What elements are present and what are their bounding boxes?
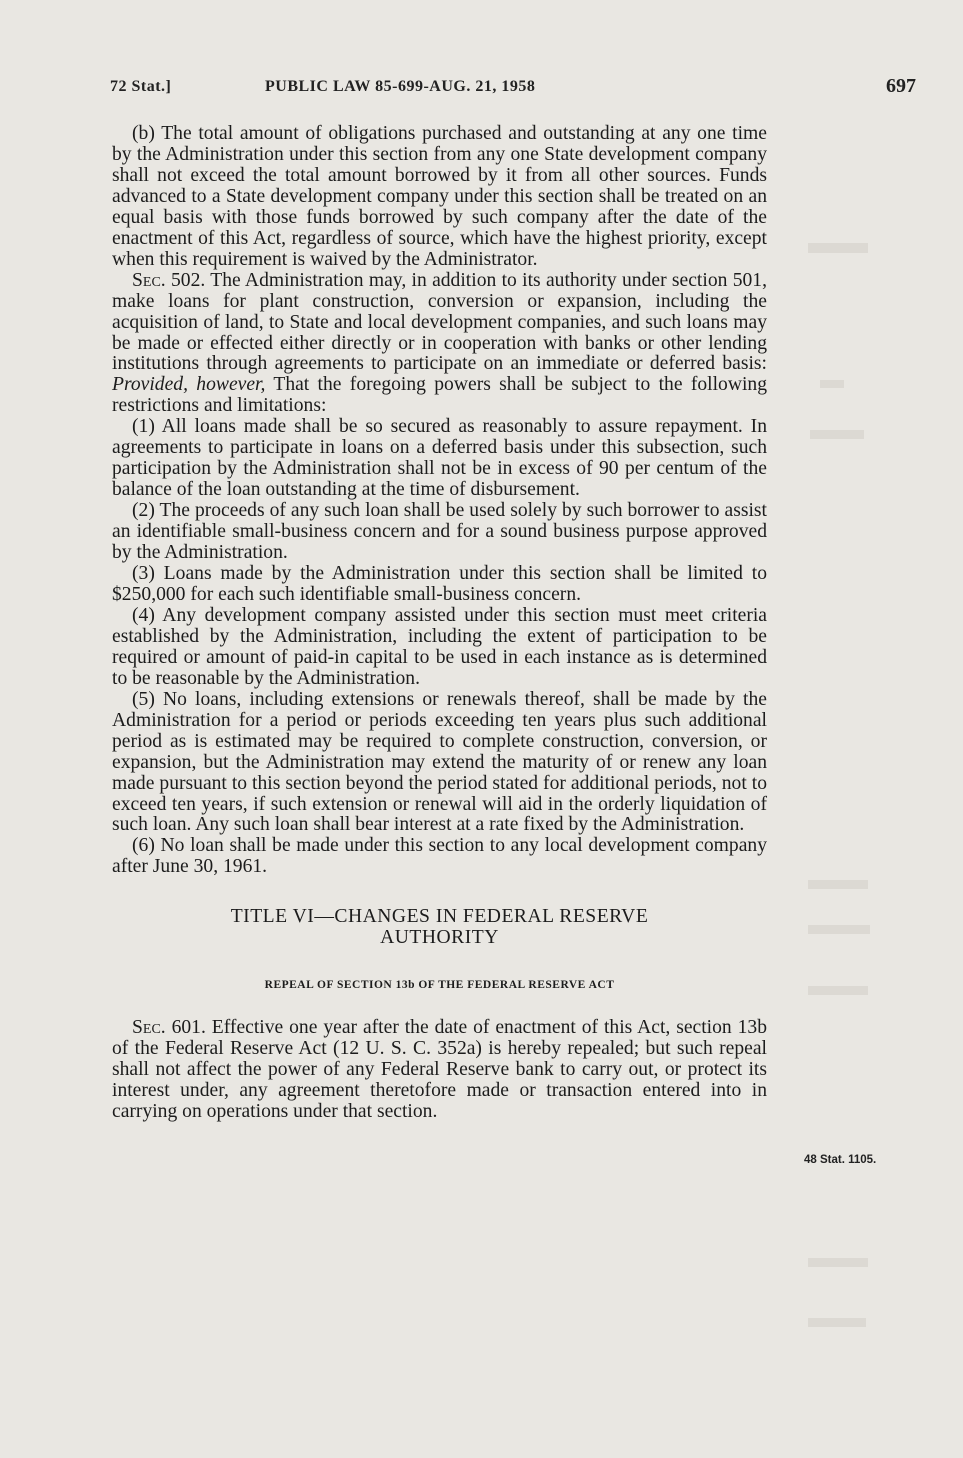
section-label: Sec. 601. [132, 1017, 206, 1039]
margin-citation: 48 Stat. 1105. [804, 1154, 877, 1166]
title-vi-heading: TITLE VI—CHANGES IN FEDERAL RESERVE AUTHORITY [230, 906, 649, 949]
bleed-through-mark [808, 1258, 868, 1267]
bleed-through-mark [808, 986, 868, 995]
section-502: Sec. 502. The Administration may, in addition to its authority under section 501, make loans for plant construction, conversion or expansion, including the acquisition of land, to State and local development companies, and such loans may be made or effected either directly or in cooperation with banks or other lending institutions through agreements to participate on an immediate or deferred basis: Provided, however, That the foregoing powers shall be subject to the following restrictions and limitations: [112, 269, 768, 417]
bleed-through-mark [820, 380, 844, 388]
restriction-5: (5) No loans, including extensions or renewals thereof, shall be made by the Administration for a period or periods exceeding ten years plus such additional period as is estimated may be required to complete construction, conversion, or expansion, but the Administration may extend the maturity of or renew any loan made pursuant to this section beyond the period stated for additional periods, not to exceed ten years, if such extension or renewal will aid in the orderly liquidation of such loan. Any such loan shall bear interest at a rate fixed by the Administration. [112, 688, 767, 836]
restriction-4: (4) Any development company assisted under this section must meet criteria established by the Administration, including the extent of participation to be required or amount of paid-in capital to be used in each instance as is determined to be reasonable by the Administration. [112, 604, 767, 689]
paragraph-b: (b) The total amount of obligations purchased and outstanding at any one time by the Administration under this section from any one State development company shall not exceed the total amount borrowed by it from all other sources. Funds advanced to a State development company under this section shall be treated on an equal basis with those funds borrowed by such company after the date of the enactment of this Act, regardless of source, which have the highest priority, except when this requirement is waived by the Administrator. [112, 123, 767, 270]
restriction-3: (3) Loans made by the Administration under this section shall be limited to $250,000 for each such identifiable small-business concern. [112, 563, 767, 605]
main-text [112, 124, 767, 1123]
law-title: PUBLIC LAW 85-699-AUG. 21, 1958 [265, 78, 536, 95]
restriction-6: (6) No loan shall be made under this section to any local development company after June 30, 1961. [112, 835, 767, 878]
bleed-through-mark [808, 925, 870, 934]
volume-citation: 72 Stat.] [110, 78, 172, 95]
bleed-through-mark [808, 243, 868, 253]
running-header [110, 75, 920, 102]
bleed-through-mark [808, 1318, 866, 1327]
page-number: 697 [886, 75, 916, 97]
section-601: Sec. 601. Effective one year after the date of enactment of this Act, section 13b of the Federal Reserve Act (12 U. S. C. 352a) is hereby repealed; but such repeal shall not affect the power of any Federal Reserve bank to carry out, or protect its interest under, any agreement theretofore made or transaction entered into in carrying on operations under that section. [112, 1017, 768, 1123]
bleed-through-mark [810, 430, 864, 439]
section-label: Sec. 502. [132, 269, 206, 291]
restriction-2: (2) The proceeds of any such loan shall be used solely by such borrower to assist an identifiable small-business concern and for a sound business purpose approved by the Administration. [112, 500, 767, 564]
proviso: Provided, however, [112, 374, 266, 396]
restriction-1: (1) All loans made shall be so secured as reasonably to assure repayment. In agreements to participate in loans on a deferred basis under this subsection, such participation by the Administration shall not be in excess of 90 per centum of the balance of the loan outstanding at the time of disbursement. [112, 416, 767, 501]
section-subheading: REPEAL OF SECTION 13b OF THE FEDERAL RESERVE ACT [264, 979, 615, 992]
bleed-through-mark [808, 880, 868, 889]
